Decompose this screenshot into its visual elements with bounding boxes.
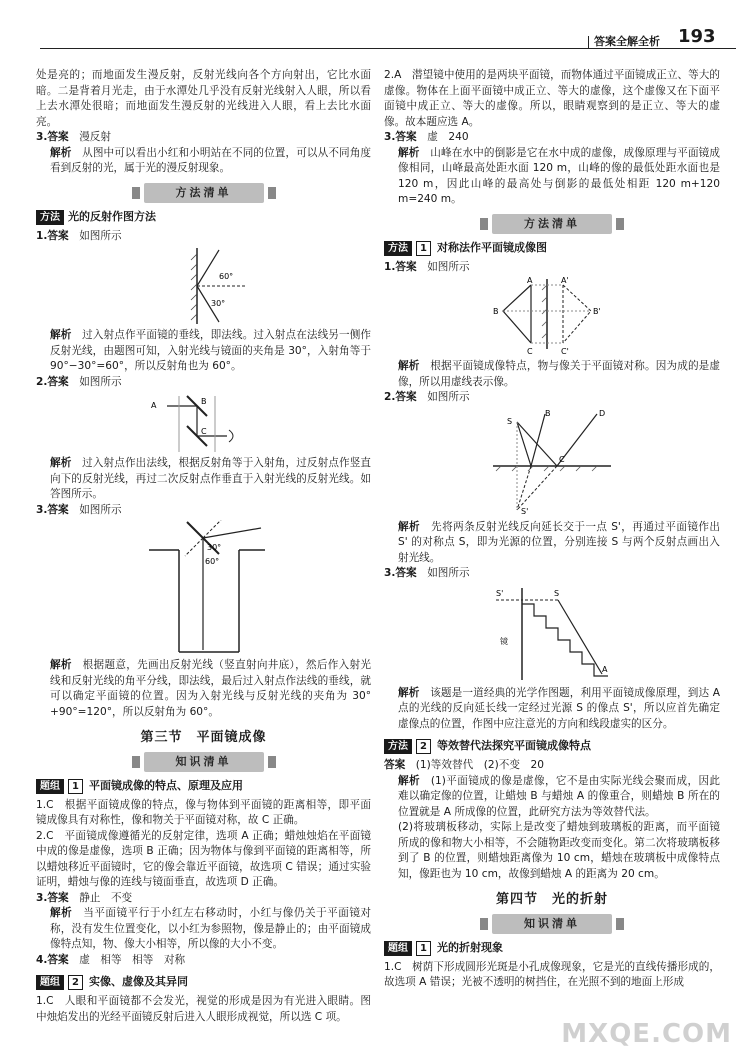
answer-text: 漫反射 [79, 131, 111, 143]
method-number: 1 [416, 241, 431, 256]
point-label: D [599, 408, 606, 418]
answer-text: 静止 不变 [79, 891, 133, 904]
point-label: S [507, 416, 513, 426]
group-title: 光的折射现象 [436, 940, 503, 954]
reflection-diagram-1 [159, 246, 249, 326]
analysis-label: 解析 [398, 520, 421, 533]
paragraph: 处是亮的；而地面发生漫反射，反射光线向各个方向射出，它比水面暗。二是背着月光走，由于水潭处几乎没有反射光线射入人眼，所以看上去水潭处很暗；而地面发生漫反射的光线进入人眼，看上去比水面亮。 [36, 69, 371, 128]
answer-text: 虚 240 [427, 131, 469, 143]
symmetry-diagram [487, 277, 617, 357]
group-number: 1 [68, 779, 83, 794]
answer-text: 虚 相等 相等 对称 [79, 953, 186, 966]
point-label: S' [521, 506, 529, 516]
periscope-diagram [149, 392, 259, 454]
angle-label: 30° [206, 543, 221, 552]
answer-label: 3.答案 [384, 131, 417, 143]
point-label: A [150, 401, 156, 410]
method-number: 2 [416, 739, 431, 754]
analysis-text: 山峰在水中的倒影是它在水中成的虚像，成像原理与平面镜成像相同，山峰最高处距水面 120 m，山峰的像的最低处距水面也是 120 m，因此山峰的最高处与倒影的最低处相距 120 m+120 m=240 m。 [398, 146, 721, 205]
method-tag: 方法 [36, 210, 64, 225]
analysis-label: 解析 [50, 659, 72, 671]
page-number: 193 [678, 26, 716, 47]
answer-text: (1)等效替代 (2)不变 20 [415, 759, 545, 771]
right-column [384, 68, 720, 991]
point-label: C [527, 347, 533, 356]
answer-text: 如图所示 [427, 567, 470, 579]
analysis-text: (1)平面镜成的像是虚像，它不是由实际光线会聚而成，因此难以确定像的位置，让蜡烛 B 与蜡烛 A 的像重合，则蜡烛 B 所在的位置就是 A 所成像的位置，此研究方法为等效替代法。 [398, 774, 721, 818]
method-title: 等效替代法探究平面镜成像特点 [436, 739, 591, 752]
analysis-text: 根据题意，先画出反射光线（竖直射向井底），然后作入射光线和反射光线的角平分线，即法线，最后过入射点作法线的垂线，就可以确定平面镜的位置。因为入射光线与反射光线的夹角为 30°+90°=120°，所以反射角为 60°。 [50, 659, 372, 718]
light-source-diagram [487, 408, 617, 518]
analysis-text: 先将两条反射光线反向延长交于一点 S'，再通过平面镜作出 S' 的对称点 S，即为光源的位置，分别连接 S 与两个反射点画出入射光线。 [398, 520, 721, 564]
well-diagram [139, 520, 269, 656]
question-answer: 2.A 潜望镜中使用的是两块平面镜，而物体通过平面镜成正立、等大的虚像。物体在上面平面镜中成正立、等大的虚像，这个虚像又在下面平面镜中成正立、等大的虚像。所以，眼睛观察到的是正立、等大的虚像。故本题应选 A。 [384, 69, 720, 128]
answer-label: 2.答案 [384, 391, 417, 403]
angle-label: 60° [204, 557, 219, 566]
angle-label: 60° [218, 272, 233, 281]
section-title: 第四节 光的折射 [495, 892, 608, 907]
point-label: A' [561, 277, 569, 285]
group-tag: 题组 [36, 975, 64, 990]
method-heading [384, 738, 720, 754]
group-tag: 题组 [36, 779, 64, 794]
question-answer: 1.C 人眼和平面镜都不会发光，视觉的形成是因为有光进入眼睛。图中烛焰发出的光经平面镜反射后进入人眼形成视觉，所以选 C 项。 [36, 995, 371, 1023]
answer-text: 如图所示 [79, 375, 122, 388]
point-label: S [554, 588, 560, 598]
point-label: 镜 [500, 636, 508, 646]
analysis-text: 该题是一道经典的光学作图题，利用平面镜成像原理，到达 A 点的光线的反向延长线一定经过光源 S 的像点 S'，所以应首先确定虚像点的位置，作图中应注意光的方向和线段虚实的区分。 [398, 686, 720, 730]
group-title: 平面镜成像的特点、原理及应用 [88, 778, 243, 792]
method-tag: 方法 [384, 241, 412, 256]
group-title: 实像、虚像及其异同 [88, 975, 188, 988]
analysis-label: 解析 [50, 457, 72, 469]
section-bar-methods: 方法清单 [492, 214, 612, 234]
section-bar-knowledge: 知识清单 [144, 752, 264, 772]
answer-label: 答案 [384, 759, 406, 771]
answer-label: 4.答案 [36, 953, 69, 966]
answer-label: 1.答案 [384, 260, 417, 273]
answer-label: 3.答案 [384, 567, 417, 579]
header-title: 答案全解全析 [594, 35, 660, 48]
analysis-label: 解析 [398, 686, 420, 699]
point-label: C [559, 454, 565, 464]
answer-label: 1.答案 [36, 229, 69, 242]
section-bar-methods: 方法清单 [144, 183, 264, 203]
watermark: MXQE.COM [561, 1018, 732, 1049]
left-column [36, 68, 371, 1025]
question-answer: 1.C 根据平面镜成像的特点，像与物体到平面镜的距离相等，即平面镜成像具有对称性，像和物关于平面镜对称，故 C 正确。 [36, 798, 371, 826]
point-label: B [493, 307, 499, 316]
analysis-label: 解析 [50, 907, 73, 919]
answer-label: 3.答案 [36, 503, 69, 516]
point-label: A [527, 277, 533, 285]
group-number: 1 [416, 941, 431, 956]
question-answer: 2.C 平面镜成像遵循光的反射定律，选项 A 正确；蜡烛烛焰在平面镜中成的像是虚像，选项 B 正确；因为物体与像到平面镜的距离相等，所以蜡烛移近平面镜时，它的像会靠近平面镜，故选项 C 错误；通过实验证明，蜡烛与像的连线与镜面垂直，故选项 D 正确。 [36, 829, 371, 888]
angle-label: 30° [210, 299, 225, 308]
section-title: 第三节 平面镜成像 [140, 730, 267, 745]
answer-text: 如图所示 [79, 503, 122, 516]
analysis-text: 从图中可以看出小红和小明站在不同的位置，可以从不同角度看到反射的光，属于光的漫反射现象。 [50, 146, 372, 174]
analysis-text: 过入射点作平面镜的垂线，即法线。过入射点在法线另一侧作反射光线，由题图可知，入射光线与镜面的夹角是 30°，入射角等于 90°−30°=60°，所以反射角也为 60°。 [50, 329, 372, 372]
answer-label: 3.答案 [36, 131, 69, 143]
group-number: 2 [68, 975, 83, 990]
analysis-text: 根据平面镜成像特点，物与像关于平面镜对称。因为成的是虚像，所以用虚线表示像。 [398, 360, 721, 388]
point-label: C [200, 427, 207, 436]
analysis-text: (2)将玻璃板移动，实际上是改变了蜡烛到玻璃板的距离，而平面镜所成的像和物大小相等，不会随物距改变而变化。第二次将玻璃板移到了 B 的位置，则蜡烛距离像为 10 cm，蜡烛在玻璃板中成像特点知，像距也为 10 cm，故像到蜡烛 A 的距离为 20 cm。 [398, 821, 720, 880]
group-heading [384, 940, 720, 956]
question-answer: 1.C 树荫下形成圆形光斑是小孔成像现象，它是光的直线传播形成的，故选项 A 错误；光被不透明的树挡住，在光照不到的地面上形成 [384, 960, 720, 988]
analysis-text: 过入射点作出法线，根据反射角等于入射角，过反射点作竖直向下的反射光线，再过二次反射点作垂直于入射光线的反射光线。如答图所示。 [50, 457, 372, 500]
group-heading [36, 778, 371, 794]
header-rule [40, 48, 736, 49]
method-tag: 方法 [384, 739, 412, 754]
answer-text: 如图所示 [79, 229, 122, 242]
point-label: B [545, 408, 551, 418]
analysis-label: 解析 [398, 360, 420, 372]
analysis-label: 解析 [50, 329, 72, 341]
group-tag: 题组 [384, 941, 412, 956]
point-label: B' [593, 307, 601, 316]
header-separator [588, 36, 589, 48]
answer-text: 如图所示 [427, 260, 470, 273]
group-heading [36, 974, 371, 990]
analysis-text: 当平面镜平行于小红左右移动时，小红与像仍关于平面镜对称，没有发生位置变化，以小红为参照物，像是静止的；由平面镜成像特点知，物、像大小相等，所以像的大小不变。 [50, 907, 372, 950]
method-heading [36, 209, 371, 225]
analysis-label: 解析 [50, 146, 72, 159]
answer-label: 3.答案 [36, 891, 69, 904]
page-header [0, 0, 750, 60]
point-label: S' [496, 588, 504, 598]
answer-text: 如图所示 [427, 391, 470, 403]
staircase-diagram [492, 584, 612, 684]
analysis-label: 解析 [398, 774, 420, 787]
method-title: 光的反射作图方法 [68, 209, 156, 223]
method-title: 对称法作平面镜成像图 [436, 240, 547, 254]
point-label: C' [561, 347, 569, 356]
method-heading [384, 240, 720, 256]
answer-label: 2.答案 [36, 375, 69, 388]
section-bar-knowledge: 知识清单 [492, 914, 612, 934]
point-label: A [602, 664, 608, 674]
analysis-label: 解析 [398, 146, 420, 159]
point-label: B [200, 397, 206, 406]
